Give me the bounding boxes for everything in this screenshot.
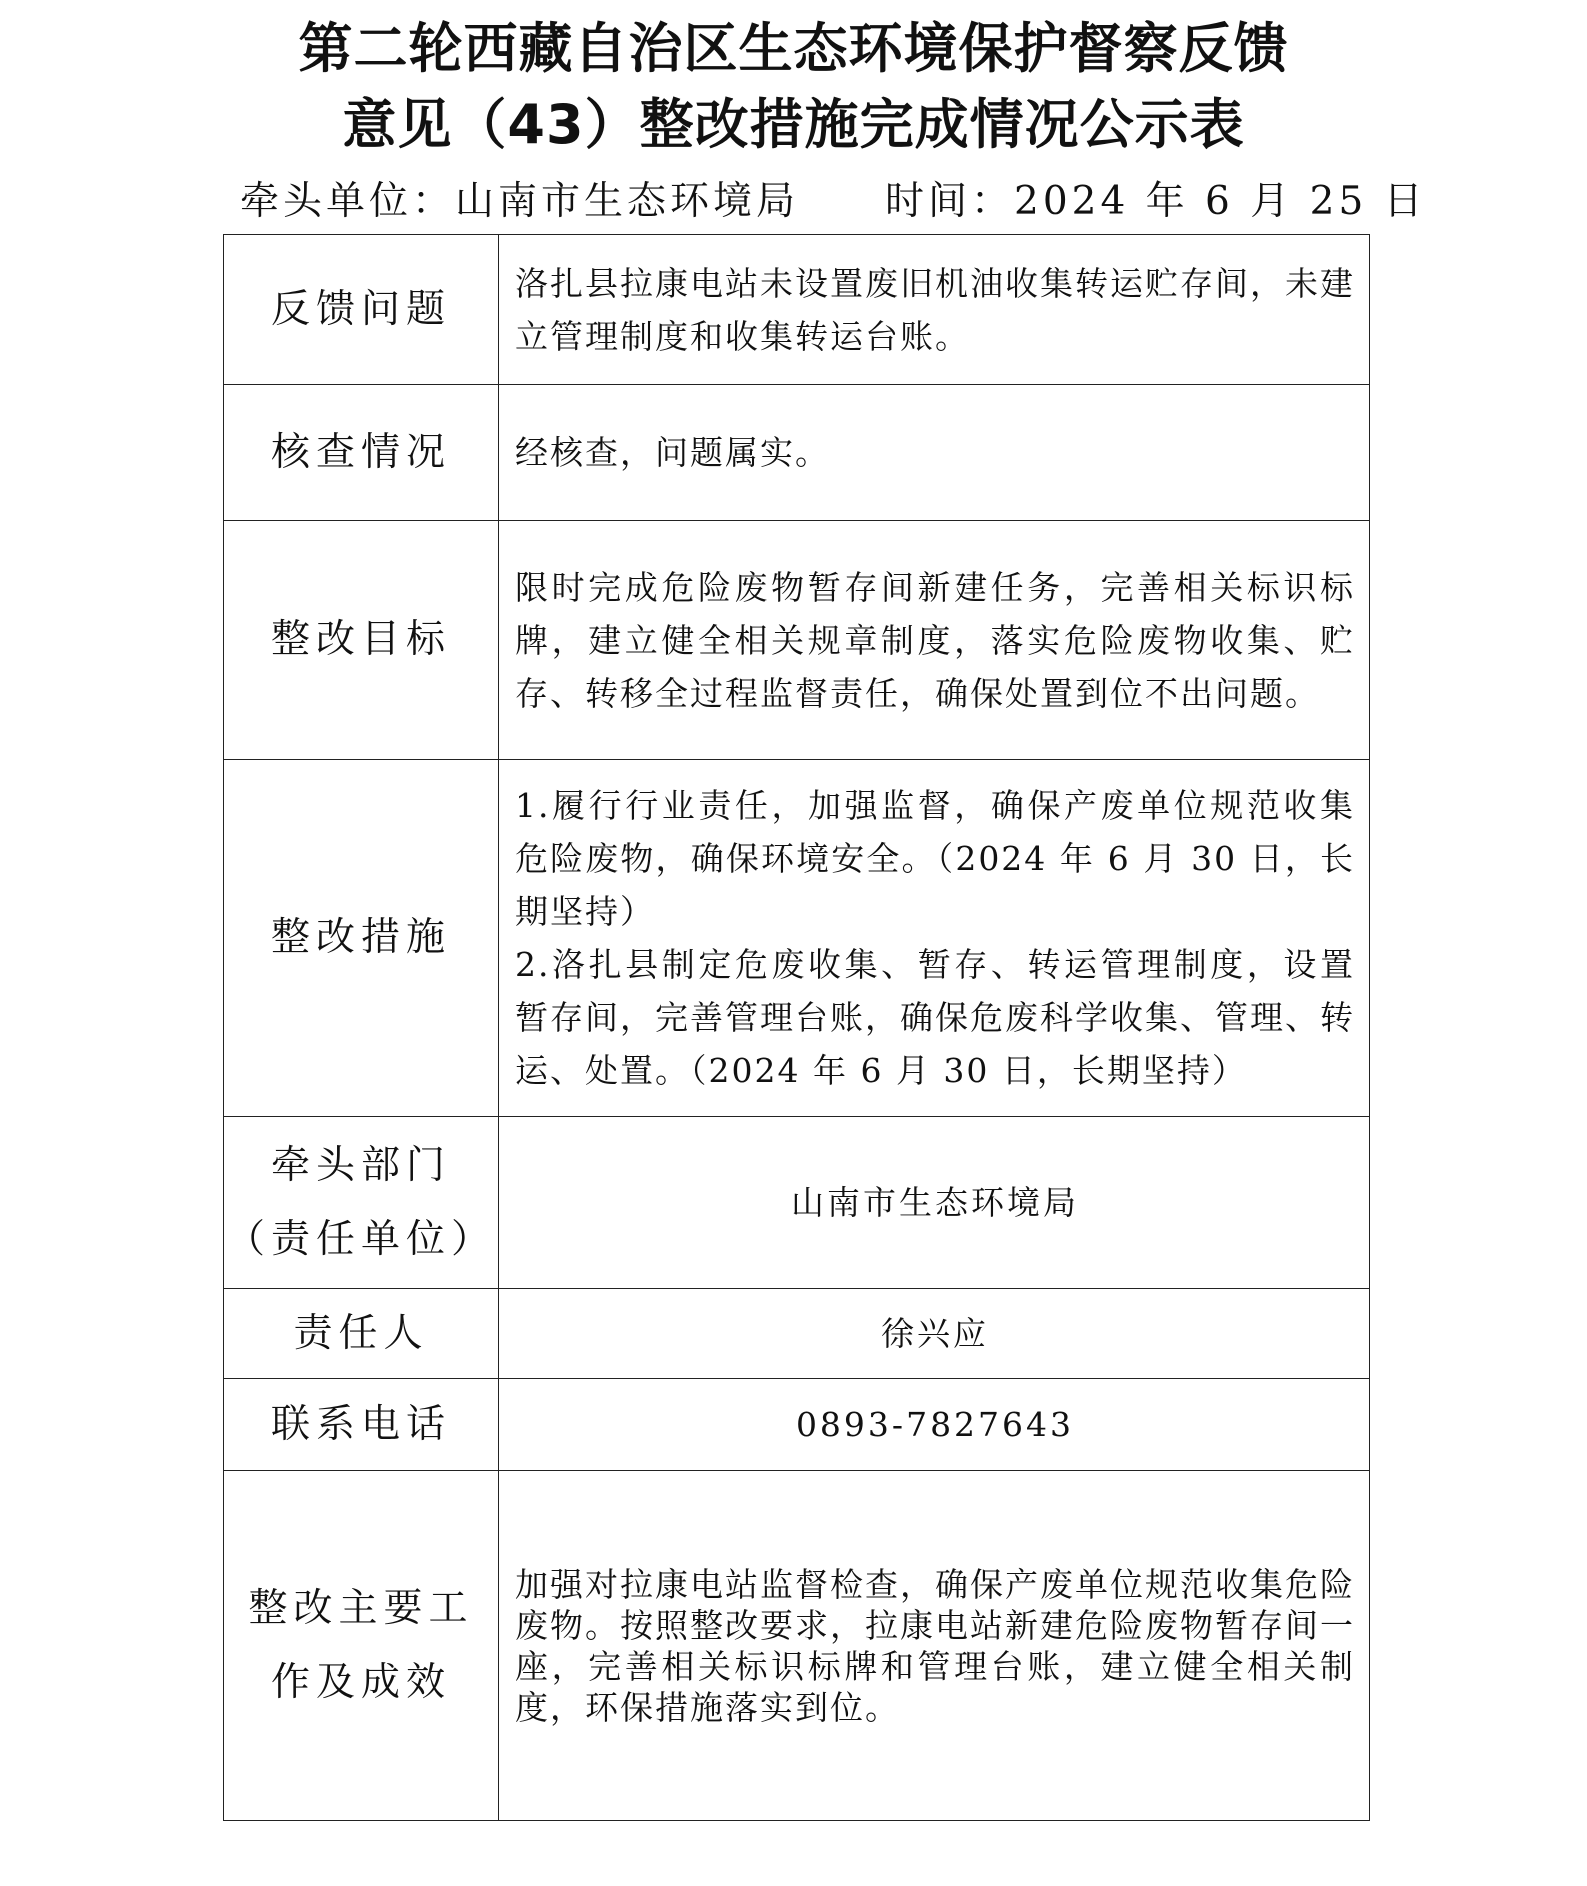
table-row-phone <box>224 1379 1370 1471</box>
row-label-department <box>224 1117 499 1289</box>
row-label-results-line-2: 作及成效 <box>270 1659 451 1705</box>
row-label-results-line-1: 整改主要工 <box>248 1585 474 1631</box>
row-content-feedback: 洛扎县拉康电站未设置废旧机油收集转运贮存间，未建立管理制度和收集转运台账。 <box>499 235 1370 385</box>
row-content-target: 限时完成危险废物暂存间新建任务，完善相关标识标牌，建立健全相关规章制度，落实危险废物收集、贮存、转移全过程监督责任，确保处置到位不出问题。 <box>499 521 1370 760</box>
rectification-table <box>223 234 1370 1821</box>
row-content-person: 徐兴应 <box>499 1289 1370 1379</box>
table-row-department <box>224 1117 1370 1289</box>
document-title-line-1: 第二轮西藏自治区生态环境保护督察反馈 <box>298 17 1289 80</box>
row-content-department: 山南市生态环境局 <box>499 1117 1370 1289</box>
row-label-measures: 整改措施 <box>224 760 499 1117</box>
publish-date: 时间：2024 年 6 月 25 日 <box>885 179 1427 224</box>
row-label-phone: 联系电话 <box>224 1379 499 1471</box>
row-label-results <box>224 1471 499 1821</box>
row-label-target: 整改目标 <box>224 521 499 760</box>
table-row-results <box>224 1471 1370 1821</box>
table-row-verification <box>224 385 1370 521</box>
document-title-line-2: 意见（43）整改措施完成情况公示表 <box>342 93 1245 156</box>
row-content-phone: 0893-7827643 <box>499 1379 1370 1471</box>
table-row-measures <box>224 760 1370 1117</box>
row-content-verification: 经核查，问题属实。 <box>499 385 1370 521</box>
table-row-target <box>224 521 1370 760</box>
row-label-department-line-2: （责任单位） <box>225 1216 496 1262</box>
row-label-person: 责任人 <box>224 1289 499 1379</box>
lead-unit: 牵头单位：山南市生态环境局 <box>240 179 800 224</box>
row-content-results: 加强对拉康电站监督检查，确保产废单位规范收集危险废物。按照整改要求，拉康电站新建危险废物暂存间一座，完善相关标识标牌和管理台账，建立健全相关制度，环保措施落实到位。 <box>499 1471 1370 1821</box>
measure-item-2: 2.洛扎县制定危废收集、暂存、转运管理制度，设置暂存间，完善管理台账，确保危废科学收集、管理、转运、处置。（2024 年 6 月 30 日，长期坚持） <box>515 945 1355 1090</box>
measure-item-1: 1.履行行业责任，加强监督，确保产废单位规范收集危险废物，确保环境安全。（2024 年 6 月 30 日，长期坚持） <box>515 786 1355 931</box>
row-label-verification: 核查情况 <box>224 385 499 521</box>
row-label-department-line-1: 牵头部门 <box>270 1142 451 1188</box>
table-row-feedback <box>224 235 1370 385</box>
table-row-person <box>224 1289 1370 1379</box>
row-label-feedback: 反馈问题 <box>224 235 499 385</box>
row-content-measures <box>499 760 1370 1117</box>
